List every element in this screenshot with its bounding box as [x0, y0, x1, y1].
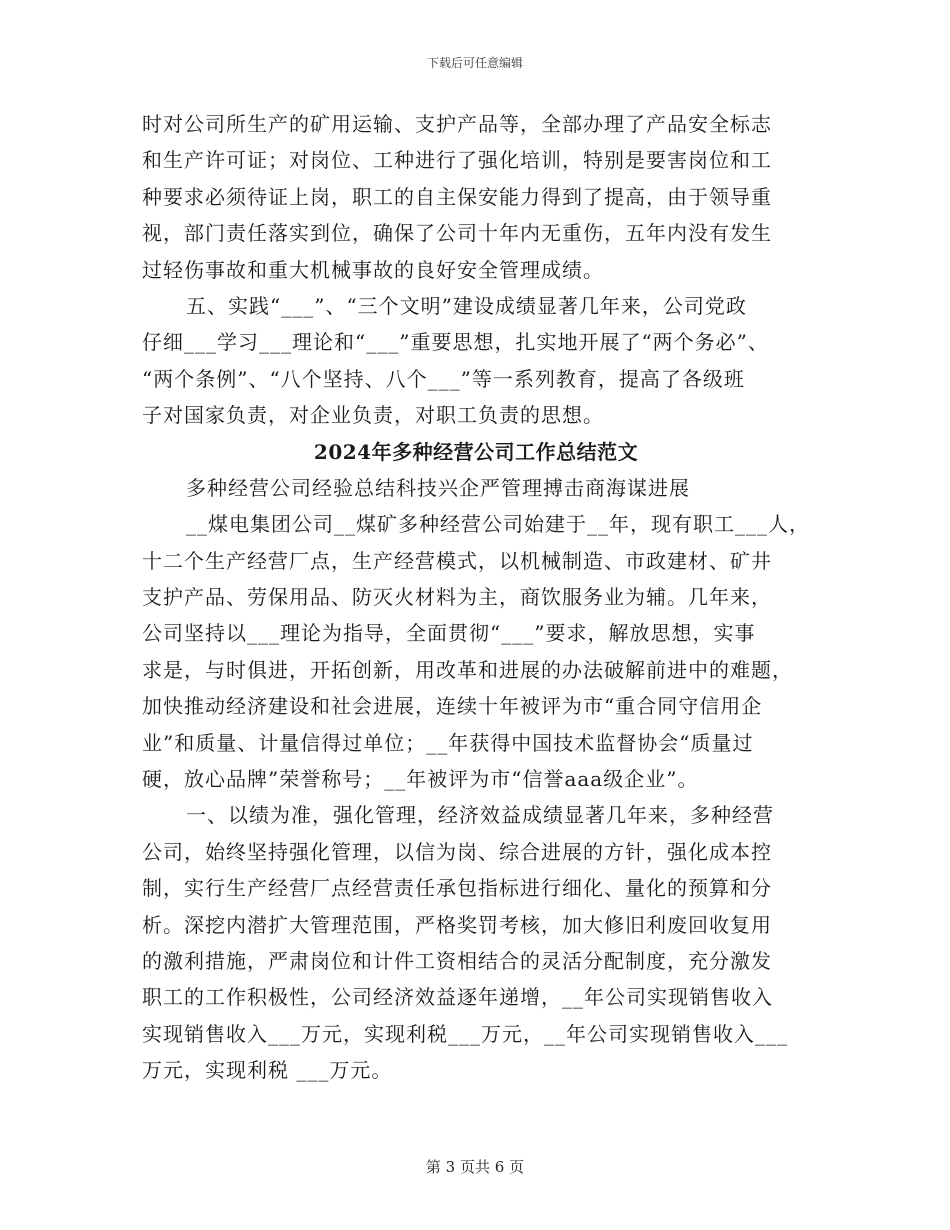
- body-line: 支护产品、劳保用品、防灭火材料为主，商饮服务业为辅。几年来，: [142, 585, 772, 610]
- body-line: “两个条例”、“八个坚持、八个___”等一系列教育，提高了各级班: [142, 366, 745, 391]
- body-line: 时对公司所生产的矿用运输、支护产品等，全部办理了产品安全标志: [142, 112, 772, 136]
- body-line: 求是，与时俱进，开拓创新，用改革和进展的办法破解前进中的难题，: [142, 657, 793, 682]
- section-one-start: 一、以绩为准，强化管理，经济效益成绩显著几年来，多种经营: [186, 803, 774, 828]
- body-line: 的激利措施，严肃岗位和计件工资相结合的灵活分配制度，充分激发: [142, 948, 772, 973]
- body-line: 加快推动经济建设和社会进展，连续十年被评为市“重合同守信用企: [142, 694, 763, 719]
- page-header: 下载后可任意编辑: [426, 56, 523, 70]
- body-line: 业”和质量、计量信得过单位；__年获得中国技术监督协会“质量过: [142, 730, 754, 755]
- body-line: 实现销售收入___万元，实现利税___万元，__年公司实现销售收入___: [142, 1021, 788, 1046]
- body-line: 十二个生产经营厂点，生产经营模式，以机械制造、市政建材、矿井: [142, 548, 772, 573]
- document-body: [142, 106, 810, 1089]
- body-line: 仔细___学习___理论和“___”重要思想，扎实地开展了“两个务必”、: [142, 330, 769, 355]
- page-footer: 第 3 页共 6 页: [425, 1158, 525, 1176]
- body-line: 万元，实现利税 ___万元。: [142, 1058, 393, 1083]
- body-line: 制，实行生产经营厂点经营责任承包指标进行细化、量化的预算和分: [142, 876, 772, 901]
- body-line: 种要求必须待证上岗，职工的自主保安能力得到了提高，由于领导重: [142, 184, 772, 209]
- intro-paragraph-start: __煤电集团公司__煤矿多种经营公司始建于__年，现有职工___人，: [186, 512, 810, 537]
- article-subtitle: 多种经营公司经验总结科技兴企严管理搏击商海谋进展: [186, 475, 690, 500]
- body-line: 硬，放心品牌”荣誉称号；__年被评为市“信誉aaa级企业”。: [142, 767, 699, 792]
- body-line: 过轻伤事故和重大机械事故的良好安全管理成绩。: [142, 257, 604, 282]
- body-line: 公司坚持以___理论为指导，全面贯彻“___”要求，解放思想，实事: [142, 621, 756, 646]
- article-title: 2024年多种经营公司工作总结范文: [313, 439, 639, 464]
- body-line: 析。深挖内潜扩大管理范围，严格奖罚考核，加大修旧利废回收复用: [142, 912, 772, 937]
- body-line: 公司，始终坚持强化管理，以信为岗、综合进展的方针，强化成本控: [142, 839, 772, 864]
- body-line: 职工的工作积极性，公司经济效益逐年递增，__年公司实现销售收入: [142, 985, 773, 1010]
- body-line: 和生产许可证；对岗位、工种进行了强化培训，特别是要害岗位和工: [142, 148, 772, 173]
- body-line: 子对国家负责，对企业负责，对职工负责的思想。: [142, 403, 604, 428]
- body-line: 视，部门责任落实到位，确保了公司十年内无重伤，五年内没有发生: [142, 221, 772, 246]
- section-five-start: 五、实践“___”、“三个文明”建设成绩显著几年来，公司党政: [186, 293, 747, 318]
